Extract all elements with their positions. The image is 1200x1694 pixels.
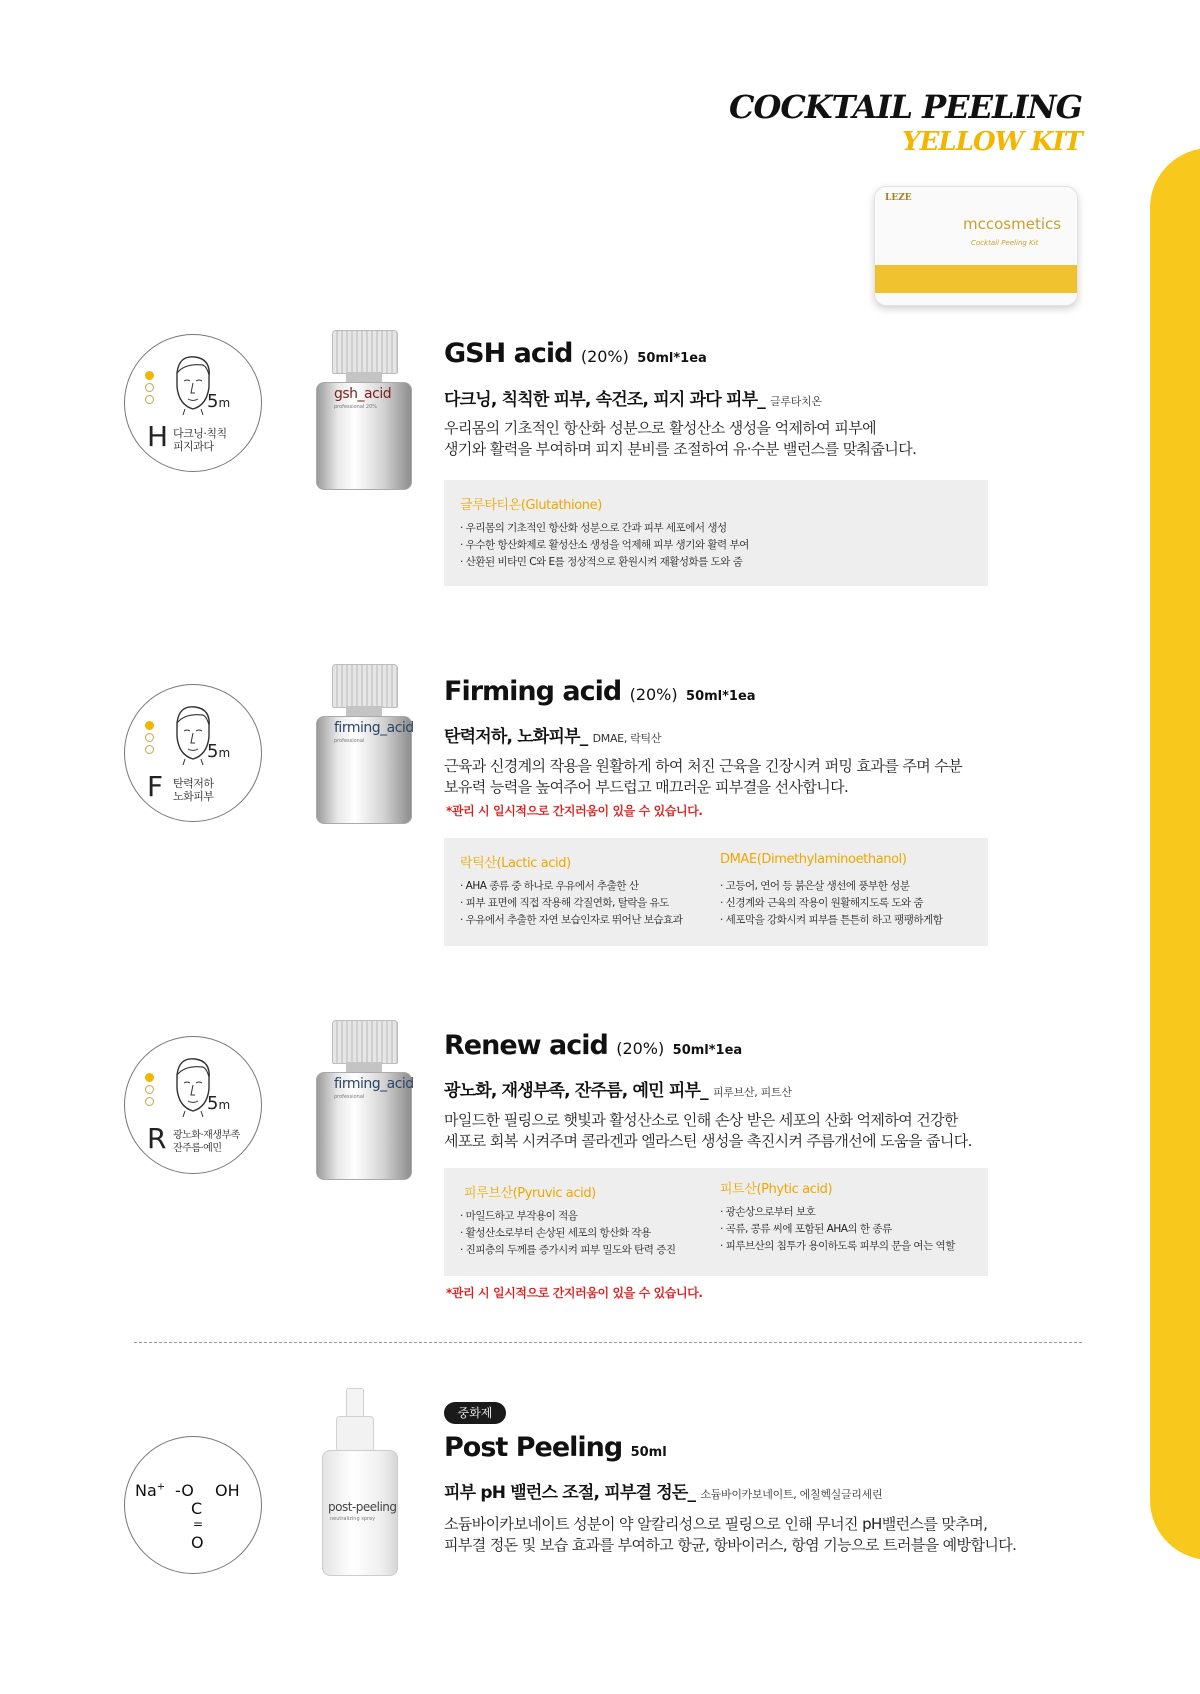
bottle-fine-print: professional xyxy=(334,738,365,744)
product-bottle-image xyxy=(316,664,412,824)
treatment-letter: R xyxy=(147,1122,167,1155)
ingredient-heading: 피루브산(Pyruvic acid) xyxy=(464,1186,596,1201)
product-description: 소듐바이카보네이트 성분이 약 알칼리성으로 필링으로 인해 무너진 pH밸런스를 맞추며, 피부결 정돈 및 보습 효과를 부여하고 항균, 항바이러스, 항염 기능으로 트러블을 예방합니다. xyxy=(444,1515,1017,1554)
ingredient-list: · 마일드하고 부작용이 적음 · 활성산소로부터 손상된 세포의 항산화 작용 · 진피층의 두께를 증가시켜 피부 밀도와 탄력 증진 xyxy=(460,1210,676,1256)
warning-note: *관리 시 일시적으로 간지러움이 있을 수 있습니다. xyxy=(446,804,703,818)
bottle-label: firming_acid xyxy=(334,1076,414,1092)
product-description: 근육과 신경계의 작용을 원활하게 하여 처진 근육을 긴장시켜 퍼밍 효과를 주며 수분 보유력 능력을 높여주어 부드럽고 매끄러운 피부결을 선사합니다. xyxy=(444,757,963,796)
chem-oxygen: O xyxy=(191,1533,204,1552)
spray-collar xyxy=(336,1416,374,1452)
title-main: COCKTAIL PEELING xyxy=(728,88,1082,126)
duration: 5m xyxy=(207,391,231,412)
step-dot xyxy=(145,745,154,754)
bottle-fine-print: professional xyxy=(334,1094,365,1100)
product-bottle-image xyxy=(316,330,412,490)
chemical-structure-diagram xyxy=(124,1436,262,1574)
kit-yellow-band xyxy=(875,265,1077,293)
kit-box-image xyxy=(874,186,1078,306)
bottle-label: gsh_acid xyxy=(334,386,392,402)
neutralizer-badge: 중화제 xyxy=(444,1402,506,1424)
treatment-circle xyxy=(124,684,262,822)
ingredient-box xyxy=(444,480,988,586)
chem-oh: OH xyxy=(215,1481,240,1500)
page-title xyxy=(729,88,1082,158)
product-title: Renew acid (20%) 50ml*1ea xyxy=(444,1030,743,1061)
warning-note: *관리 시 일시적으로 간지러움이 있을 수 있습니다. xyxy=(446,1286,703,1300)
kit-subtitle: Cocktail Peeling Kit xyxy=(971,239,1039,247)
step-dot xyxy=(145,1073,154,1082)
ingredient-list: · 우리몸의 기초적인 항산화 성분으로 간과 피부 세포에서 생성 · 우수한 항산화제로 활성산소 생성을 억제해 피부 생기와 활력 부여 · 산환된 비타민 C와 E를 정상적으로 환원시켜 재활성화를 도와 줌 xyxy=(460,522,749,568)
bottle-neck xyxy=(346,1062,382,1072)
ingredient-heading: 락틱산(Lactic acid) xyxy=(460,856,571,871)
ingredient-heading: DMAE(Dimethylaminoethanol) xyxy=(720,852,907,867)
product-target: 광노화, 재생부족, 잔주름, 예민 피부_ 피루브산, 피트산 xyxy=(444,1081,792,1101)
bottle-label: firming_acid xyxy=(334,720,414,736)
kit-logo: mccosmetics xyxy=(963,215,1062,233)
chem-double-bond: = xyxy=(193,1517,204,1531)
step-dot xyxy=(145,383,154,392)
side-accent-tab xyxy=(1150,148,1200,1560)
product-target: 탄력저하, 노화피부_ DMAE, 락틱산 xyxy=(444,727,662,747)
title-sub: YELLOW KIT xyxy=(902,127,1082,157)
step-dots xyxy=(145,721,154,757)
duration: 5m xyxy=(207,741,231,762)
ingredient-box xyxy=(444,838,988,946)
step-dot xyxy=(145,721,154,730)
product-title: Firming acid (20%) 50ml*1ea xyxy=(444,676,756,707)
bottle-neck xyxy=(346,706,382,716)
spray-bottle-image xyxy=(322,1388,398,1574)
step-dot xyxy=(145,733,154,742)
product-target: 피부 pH 밸런스 조절, 피부결 정돈_ 소듐바이카보네이트, 에칠헥실글리세린 xyxy=(444,1483,883,1503)
bottle-cap xyxy=(332,1020,398,1064)
product-title: GSH acid (20%) 50ml*1ea xyxy=(444,338,707,369)
bottle-cap xyxy=(332,330,398,374)
step-dot xyxy=(145,1085,154,1094)
spray-nozzle xyxy=(346,1388,364,1418)
duration: 5m xyxy=(207,1093,231,1114)
chem-carbon: C xyxy=(191,1499,203,1518)
step-dots xyxy=(145,1073,154,1109)
product-bottle-image xyxy=(316,1020,412,1180)
ingredient-list: · 광손상으로부터 보호 · 곡류, 콩류 씨에 포함된 AHA의 한 종류 · 피루브산의 침투가 용이하도록 피부의 문을 여는 역할 xyxy=(720,1206,955,1252)
treatment-letter: F xyxy=(147,770,164,803)
product-description: 마일드한 필링으로 햇빛과 활성산소로 인해 손상 받은 세포의 산화 억제하여 건강한 세포로 회복 시켜주며 콜라겐과 엘라스틴 생성을 촉진시켜 주름개선에 도움을 줍니다. xyxy=(444,1111,972,1150)
ingredient-heading: 피트산(Phytic acid) xyxy=(720,1182,833,1197)
treatment-circle xyxy=(124,1036,262,1174)
treatment-label: 광노화·재생부족 잔주름·예민 xyxy=(173,1130,240,1154)
spray-label: post-peeling xyxy=(328,1500,397,1514)
chem-na: Na+ xyxy=(135,1481,166,1500)
treatment-letter: H xyxy=(147,420,169,453)
ingredient-heading: 글루타티온(Glutathione) xyxy=(460,498,602,513)
treatment-label: 탄력저하 노화피부 xyxy=(173,777,214,803)
product-description: 우리몸의 기초적인 항산화 성분으로 활성산소 생성을 억제하여 피부에 생기와 활력을 부여하며 피지 분비를 조절하여 유·수분 밸런스를 맞춰줍니다. xyxy=(444,419,917,458)
section-divider xyxy=(134,1342,1082,1343)
ingredient-list: · AHA 종류 중 하나로 우유에서 추출한 산 · 피부 표면에 직접 작용해 각질연화, 탈락을 유도 · 우유에서 추출한 자연 보습인자로 뛰어난 보습효과 xyxy=(460,880,683,926)
ingredient-box xyxy=(444,1168,988,1276)
ingredient-list: · 고등어, 연어 등 붉은살 생선에 풍부한 성분 · 신경계와 근육의 작용이 원활해지도록 도와 줌 · 세포막을 강화시켜 피부를 튼튼히 하고 팽팽하게함 xyxy=(720,880,943,926)
spray-fine-print: neutralizing spray xyxy=(330,1516,376,1522)
step-dot xyxy=(145,1097,154,1106)
step-dots xyxy=(145,371,154,407)
chem-o-minus: -O xyxy=(175,1481,194,1500)
bottle-cap xyxy=(332,664,398,708)
treatment-circle xyxy=(124,334,262,472)
step-dot xyxy=(145,371,154,380)
step-dot xyxy=(145,395,154,404)
bottle-fine-print: professional 20% xyxy=(334,404,377,410)
bottle-neck xyxy=(346,372,382,382)
treatment-label: 다크닝·칙칙 피지과다 xyxy=(173,427,227,453)
kit-brand: LEZE xyxy=(885,193,912,203)
product-target: 다크닝, 칙칙한 피부, 속건조, 피지 과다 피부_ 글루타치온 xyxy=(444,390,822,410)
product-title: Post Peeling 50ml xyxy=(444,1432,667,1463)
